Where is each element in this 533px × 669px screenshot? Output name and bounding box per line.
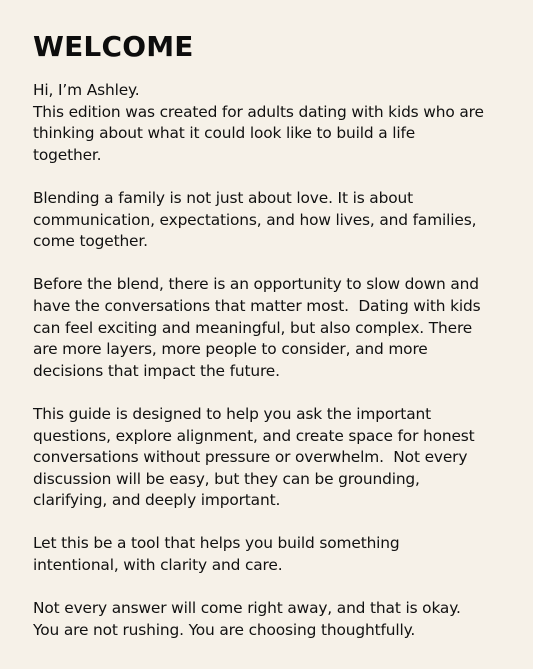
guide-line: discussion will be easy, but they can be grounding, bbox=[33, 469, 420, 488]
intro-line: together. bbox=[33, 145, 102, 164]
intro-paragraph bbox=[33, 80, 505, 166]
intro-line: Hi, I’m Ashley. bbox=[33, 81, 140, 99]
before-blend-line: can feel exciting and meaningful, but also complex. There bbox=[33, 318, 473, 337]
tool-line: Let this be a tool that helps you build something bbox=[33, 534, 400, 553]
before-blend-line: Before the blend, there is an opportunity to slow down and bbox=[33, 275, 479, 294]
guide-line: questions, explore alignment, and create space for honest bbox=[33, 426, 475, 445]
welcome-body bbox=[33, 80, 505, 641]
guide-paragraph bbox=[33, 404, 505, 512]
before-blend-line: decisions that impact the future. bbox=[33, 361, 280, 380]
guide-line: conversations without pressure or overwhelm. Not every bbox=[33, 448, 468, 467]
intro-line: thinking about what it could look like to build a life bbox=[33, 124, 416, 143]
before-blend-line: are more layers, more people to consider, and more bbox=[33, 340, 428, 359]
tool-line: intentional, with clarity and care. bbox=[33, 556, 283, 575]
before-blend-line: have the conversations that matter most. Dating with kids bbox=[33, 296, 481, 315]
page-title: WELCOME bbox=[33, 30, 194, 63]
guide-line: This guide is designed to help you ask the important bbox=[33, 404, 431, 423]
blending-paragraph bbox=[33, 188, 505, 253]
closing-line: Not every answer will come right away, and that is okay. bbox=[33, 599, 461, 618]
blending-line: come together. bbox=[33, 232, 148, 251]
tool-paragraph bbox=[33, 533, 505, 576]
intro-line: This edition was created for adults dating with kids who are bbox=[33, 102, 484, 121]
blending-line: communication, expectations, and how lives, and families, bbox=[33, 210, 477, 229]
before-blend-paragraph bbox=[33, 274, 505, 382]
blending-line: Blending a family is not just about love. It is about bbox=[33, 188, 413, 207]
guide-line: clarifying, and deeply important. bbox=[33, 491, 281, 510]
closing-line: You are not rushing. You are choosing thoughtfully. bbox=[33, 620, 416, 639]
closing-paragraph bbox=[33, 598, 505, 641]
